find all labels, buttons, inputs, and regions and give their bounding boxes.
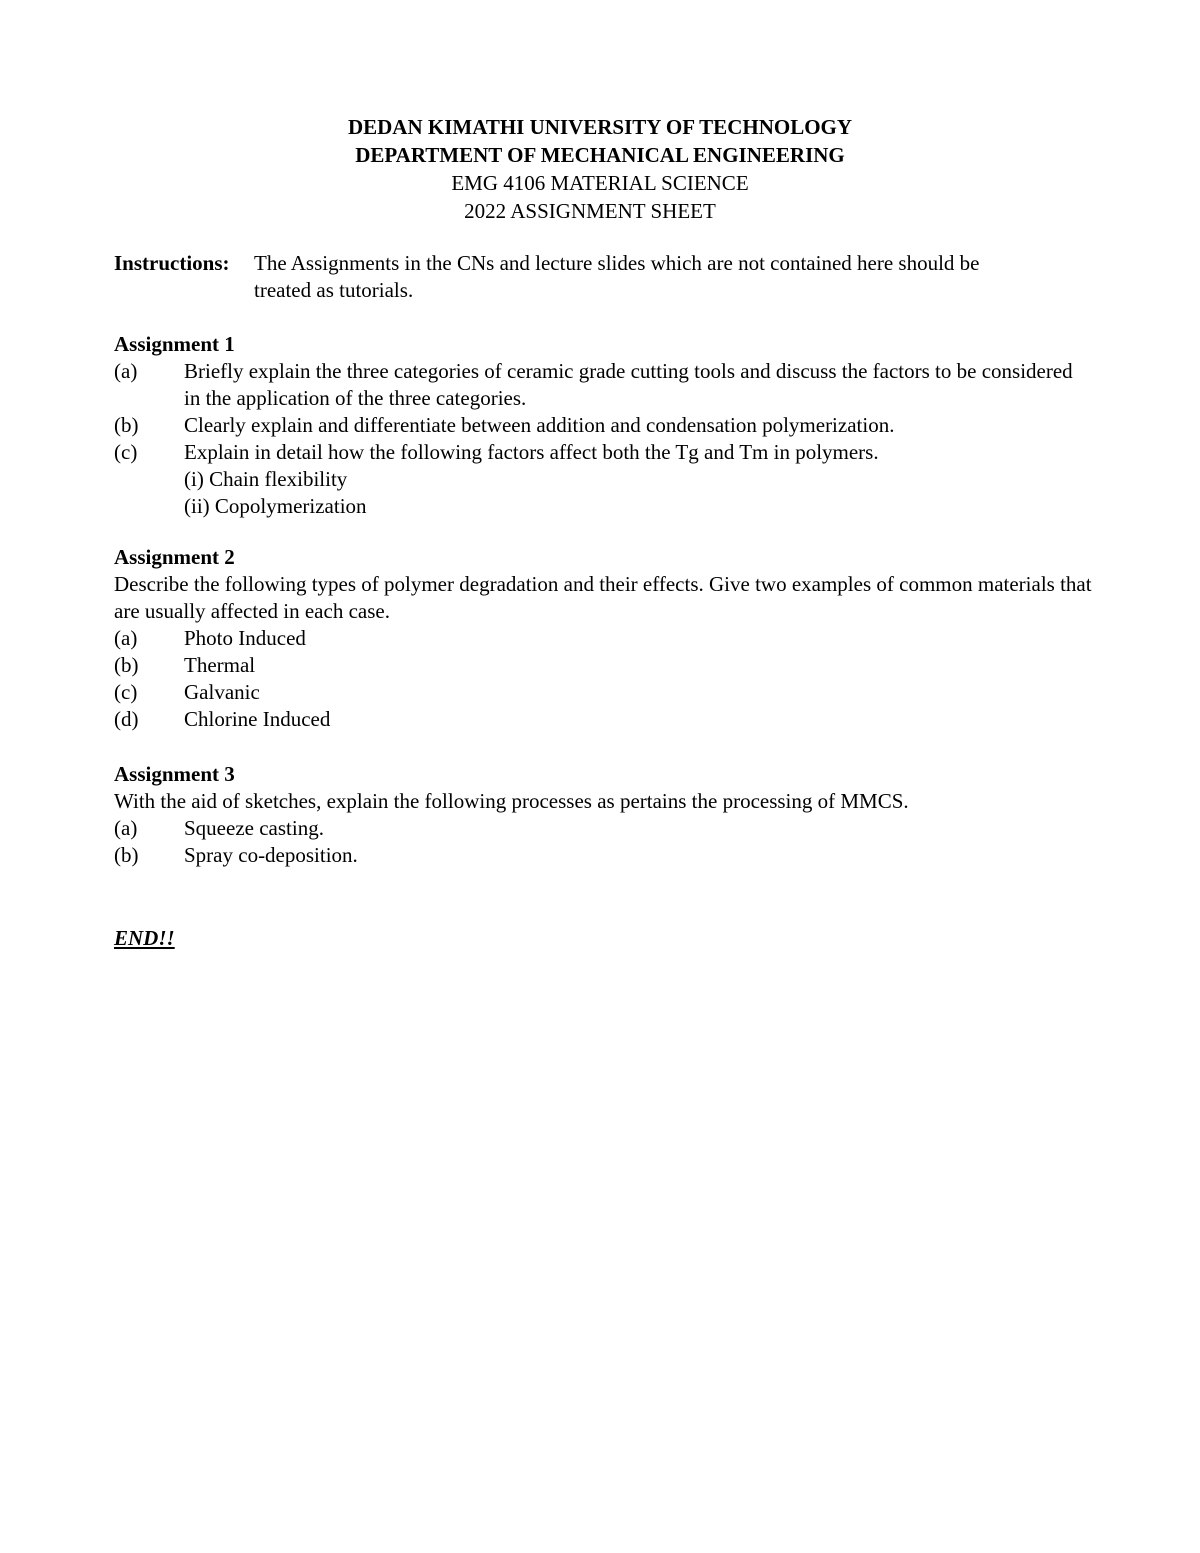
assignment-2-section [114,544,1094,733]
item-label: (c) [114,440,138,464]
item-label: (b) [114,843,139,867]
item-label: (d) [114,707,139,731]
sub-item: (i) Chain flexibility [184,467,348,491]
list-item [114,652,1094,679]
end-marker: END!! [114,926,175,950]
list-item [114,439,1094,466]
university-name: DEDAN KIMATHI UNIVERSITY OF TECHNOLOGY [347,115,853,139]
item-label: (a) [114,816,138,840]
instructions-text: The Assignments in the CNs and lecture slides which are not contained here should be treated as tutorials. [254,251,980,302]
list-item [114,412,1094,439]
item-text: Chlorine Induced [184,707,331,731]
item-text: Thermal [184,653,256,677]
item-label: (b) [114,653,139,677]
assignment-2-intro: Describe the following types of polymer degradation and their effects. Give two examples of common materials that are usually affected in each case. [114,572,1092,623]
item-text: Clearly explain and differentiate between addition and condensation polymerization. [184,413,895,437]
item-label: (a) [114,359,138,383]
department-name: DEPARTMENT OF MECHANICAL ENGINEERING [355,143,845,167]
assignment-3-title: Assignment 3 [114,762,235,786]
item-text: Squeeze casting. [184,816,324,840]
assignment-1-title: Assignment 1 [114,332,235,356]
list-item [114,815,1094,842]
item-text: Photo Induced [184,626,306,650]
list-item [114,625,1094,652]
item-label: (c) [114,680,138,704]
instructions-block [114,250,1094,304]
list-item [114,679,1094,706]
item-text: Briefly explain the three categories of ceramic grade cutting tools and discuss the factors to be considered in the application of the three categories. [184,359,1073,410]
item-label: (b) [114,413,139,437]
item-label: (a) [114,626,138,650]
list-item [114,706,1094,733]
list-item [114,358,1094,412]
document-header [0,113,1200,225]
instructions-label: Instructions: [114,251,230,275]
list-item [114,842,1094,869]
assignment-3-intro: With the aid of sketches, explain the following processes as pertains the processing of MMCS. [114,789,909,813]
sheet-title: 2022 ASSIGNMENT SHEET [464,199,716,223]
assignment-2-title: Assignment 2 [114,545,235,569]
item-text: Spray co-deposition. [184,843,358,867]
item-text: Explain in detail how the following factors affect both the Tg and Tm in polymers. [184,440,879,464]
course-title: EMG 4106 MATERIAL SCIENCE [451,171,749,195]
assignment-3-section [114,761,1094,869]
assignment-1-section [114,331,1094,520]
item-text: Galvanic [184,680,260,704]
sub-item: (ii) Copolymerization [184,494,367,518]
